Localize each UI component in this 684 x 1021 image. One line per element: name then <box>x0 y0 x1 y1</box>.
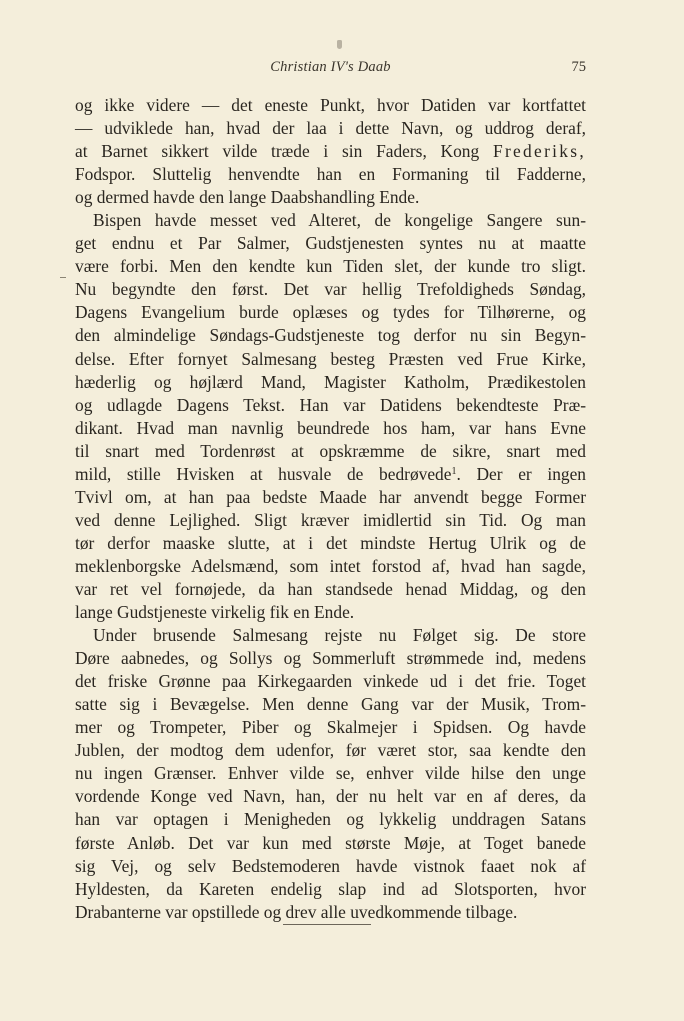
text-line-segment: at Barnet sikkert vilde træde i sin Faders, Kong <box>75 141 480 162</box>
text-line: mer og Trompeter, Piber og Skalmejer i Spidsen. Og havde <box>75 717 586 738</box>
running-title: Christian IV's Daab <box>270 59 391 75</box>
text-line: Døre aabnedes, og Sollys og Sommerluft strømmede ind, medens <box>75 648 586 669</box>
text-line: Nu begyndte den først. Det var hellig Trefoldigheds Søndag, <box>75 279 586 300</box>
text-line: Under brusende Salmesang rejste nu Følget sig. De store <box>93 625 586 646</box>
text-line: det friske Grønne paa Kirkegaarden vinkede ud i det frie. Toget <box>75 671 586 692</box>
text-line: og udlagde Dagens Tekst. Han var Datidens bekendteste Præ- <box>75 394 586 415</box>
text-line: meklenborgske Adelsmænd, som intet forstod af, hvad han sagde, <box>75 555 586 576</box>
text-line: og ikke videre — det eneste Punkt, hvor Datiden var kortfattet <box>75 95 586 115</box>
section-rule <box>283 924 371 925</box>
text-line: første Anløb. Det var kun med største Møje, at Toget banede <box>75 832 586 853</box>
text-line: delse. Efter fornyet Salmesang besteg Præsten ved Frue Kirke, <box>75 348 586 369</box>
text-line: til snart med Tordenrøst at opskræmme de sikre, snart med <box>75 440 586 461</box>
text-line: satte sig i Bevægelse. Men denne Gang var der Musik, Trom- <box>75 694 586 715</box>
text-line-segment: . Der er ingen <box>456 463 587 484</box>
text-line <box>75 140 586 163</box>
paper-speck <box>337 40 342 49</box>
text-line: Hyldesten, da Kareten endelig slap ind ad Slotsporten, hvor <box>75 878 586 899</box>
text-line: var ret vel fornøjede, da han standsede henad Middag, og den <box>75 578 586 599</box>
page-header <box>75 59 586 79</box>
text-line: sig Vej, og selv Bedstemoderen havde vistnok faaet nok af <box>75 855 586 876</box>
text-line <box>75 463 586 486</box>
text-line: Jublen, der modtog dem udenfor, før været stor, saa kendte den <box>75 740 586 761</box>
page-number: 75 <box>571 59 586 75</box>
text-line: og dermed havde den lange Daabshandling Ende. <box>75 187 420 208</box>
footnote-marker: 1 <box>451 465 457 477</box>
paragraph-2 <box>75 209 586 624</box>
spaced-name: Frederiks, <box>492 141 586 162</box>
text-line: han var optagen i Menigheden og lykkelig unddragen Satans <box>75 809 586 830</box>
paragraph-1 <box>75 94 586 209</box>
text-line: lange Gudstjeneste virkelig fik en Ende. <box>75 602 355 623</box>
text-line: Dagens Evangelium burde oplæses og tydes for Tilhørerne, og <box>75 302 586 323</box>
text-line: — udviklede han, hvad der laa i dette Navn, og uddrog deraf, <box>75 118 586 139</box>
text-line: tør derfor maaske slutte, at i det mindste Hertug Ulrik og de <box>75 532 586 553</box>
text-line: Bispen havde messet ved Alteret, de kongelige Sangere sun- <box>93 210 586 231</box>
text-line: være forbi. Men den kendte kun Tiden slet, der kunde tro sligt. <box>75 256 586 277</box>
text-line: den almindelige Søndags-Gudstjeneste tog derfor nu sin Begyn- <box>75 325 586 346</box>
margin-mark <box>60 277 66 278</box>
text-line: Drabanterne var opstillede og drev alle uvedkommende tilbage. <box>75 901 518 922</box>
body-text <box>75 94 586 924</box>
text-line: ved denne Lejlighed. Sligt kræver imidlertid sin Tid. Og man <box>75 509 586 530</box>
text-line: get endnu et Par Salmer, Gudstjenesten syntes nu at maatte <box>75 233 586 254</box>
text-line: Tvivl om, at han paa bedste Maade har anvendt begge Former <box>75 486 586 507</box>
text-line-segment: mild, stille Hvisken at husvale de bedrøvede <box>75 463 452 484</box>
text-line: vordende Konge ved Navn, han, der nu helt var en af deres, da <box>75 786 586 807</box>
paragraph-3 <box>75 624 586 924</box>
text-line: hæderlig og højlærd Mand, Magister Katholm, Prædikestolen <box>75 371 586 392</box>
text-line: nu ingen Grænser. Enhver vilde se, enhver vilde hilse den unge <box>75 763 586 784</box>
text-line: dikant. Hvad man navnlig beundrede hos ham, var hans Evne <box>75 417 586 438</box>
text-line: Fodspor. Sluttelig henvendte han en Formaning til Fadderne, <box>75 164 586 185</box>
